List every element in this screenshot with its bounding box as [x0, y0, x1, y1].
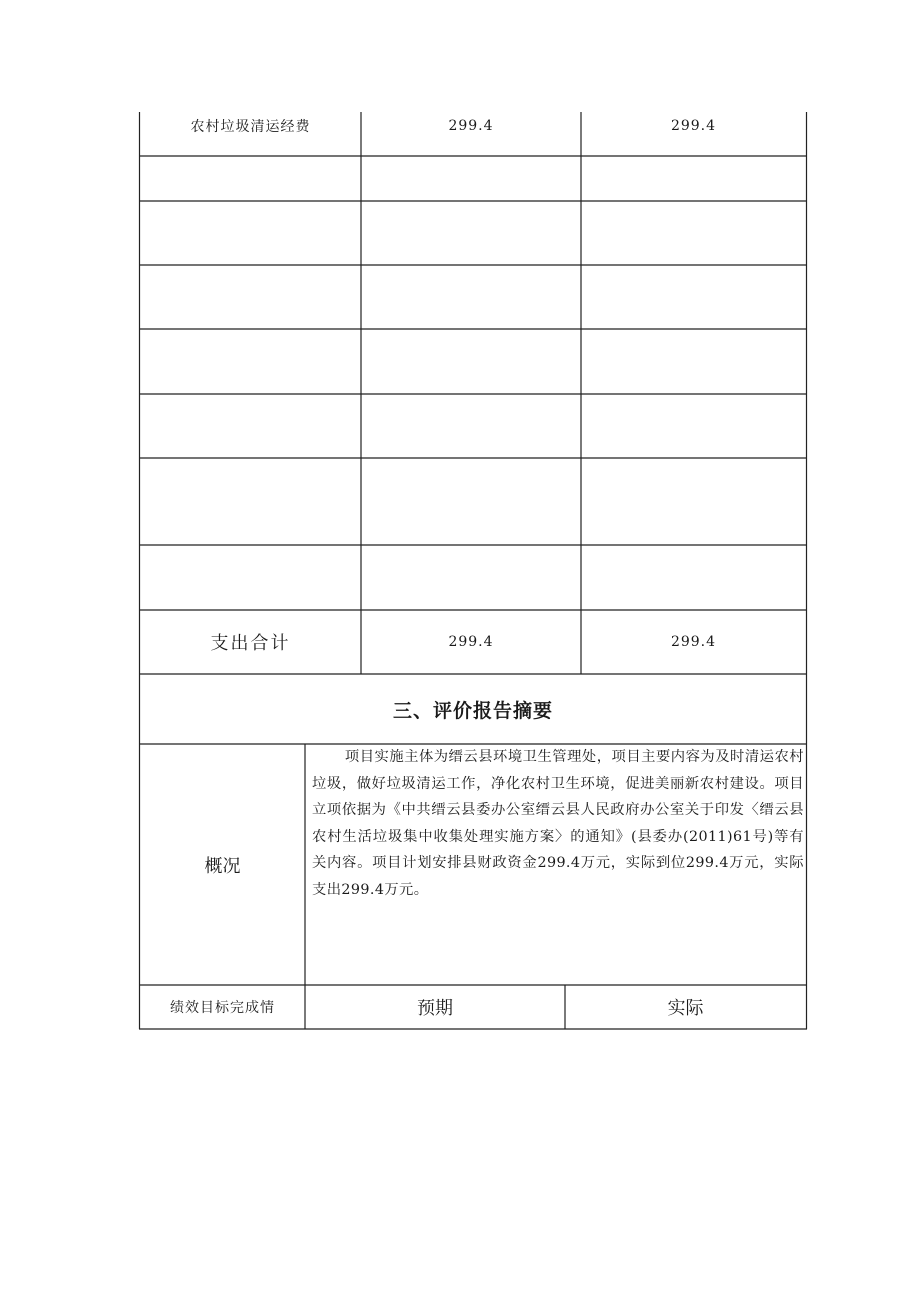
expense-budget-cell	[361, 458, 581, 545]
expense-item-cell	[140, 458, 361, 545]
overview-text	[312, 744, 804, 903]
performance-label: 绩效目标完成情	[170, 1000, 275, 1016]
section-heading: 三、评价报告摘要	[392, 699, 553, 722]
actual-label: 实际	[667, 998, 704, 1019]
expense-budget-cell	[361, 201, 581, 265]
expense-actual-cell	[581, 156, 806, 201]
expense-item-cell	[140, 265, 361, 329]
expense-item-cell	[140, 201, 361, 265]
expense-actual-cell	[581, 545, 806, 610]
total-actual: 299.4	[670, 634, 717, 650]
expense-actual-cell	[581, 265, 806, 329]
expense-budget-cell	[361, 156, 581, 201]
expense-budget-cell	[361, 265, 581, 329]
expense-budget-cell	[361, 545, 581, 610]
expense-actual-cell	[581, 201, 806, 265]
expense-budget-cell: 299.4	[448, 118, 494, 134]
expense-item-cell	[140, 156, 361, 201]
expense-item-cell	[140, 394, 361, 458]
expense-actual-cell	[581, 458, 806, 545]
expense-actual-cell: 299.4	[670, 118, 717, 134]
expense-item-cell	[140, 545, 361, 610]
expense-actual-cell	[581, 394, 806, 458]
total-label: 支出合计	[210, 633, 291, 654]
overview-label: 概况	[204, 855, 241, 877]
expense-actual-cell	[581, 329, 806, 394]
total-budget: 299.4	[448, 634, 494, 650]
overview-paragraph: 项目实施主体为缙云县环境卫生管理处，项目主要内容为及时清运农村垃圾，做好垃圾清运工作，净化农村卫生环境，促进美丽新农村建设。项目立项依据为《中共缙云县委办公室缙云县人民政府办公室关于印发〈缙云县农村生活垃圾集中收集处理实施方案〉的通知》(县委办(2011)61号)等有关内容。项目计划安排县财政资金299.4万元，实际到位299.4万元，实际支出299.4万元。	[312, 749, 804, 898]
expense-item-cell: 农村垃圾清运经费	[190, 119, 311, 135]
expense-budget-cell	[361, 329, 581, 394]
expense-item-cell	[140, 329, 361, 394]
expected-label: 预期	[417, 998, 453, 1019]
expense-budget-cell	[361, 394, 581, 458]
